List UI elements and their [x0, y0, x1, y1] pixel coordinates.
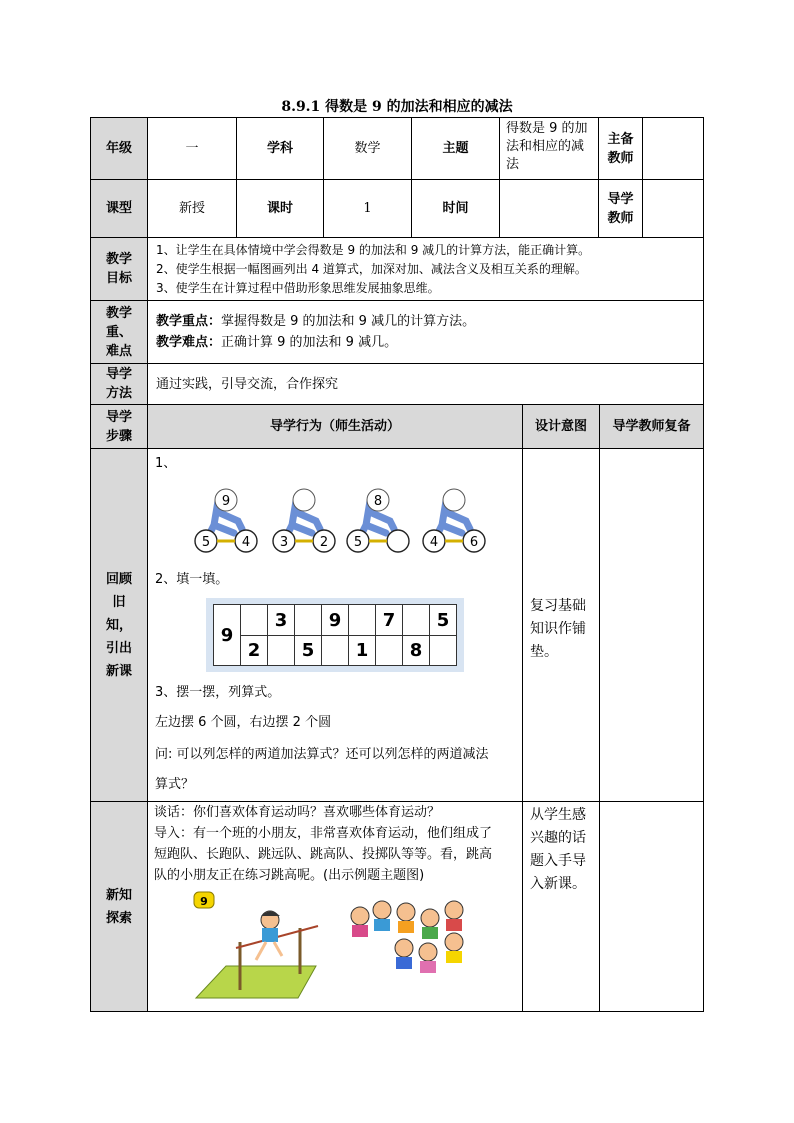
explore-label: 新知探索 — [90, 801, 148, 1012]
grid-cell: 2 — [240, 635, 268, 666]
time-value — [499, 179, 599, 238]
bike-right-number: 4 — [241, 535, 251, 550]
grid-cell — [321, 635, 349, 666]
explore-intent: 从学生感兴趣的话题入手导入新课。 — [522, 801, 600, 1012]
bike-rider — [347, 489, 409, 552]
review-item-3-question: 问: 可以列怎样的两道加法算式？还可以列怎样的两道减法 — [155, 747, 489, 762]
col-prep-header: 导学教师复备 — [599, 404, 704, 449]
bike-rider — [273, 489, 335, 552]
grid-first-cell: 9 — [213, 604, 241, 666]
grade-label: 年级 — [90, 117, 148, 180]
method-label: 导学方法 — [90, 363, 148, 405]
lesson-type-value: 新授 — [147, 179, 237, 238]
period-label: 课时 — [236, 179, 324, 238]
col-intent-header: 设计意图 — [522, 404, 600, 449]
keypoints-content — [147, 300, 704, 364]
goals-content — [147, 237, 704, 301]
lesson-type-label: 课型 — [90, 179, 148, 238]
subject-label: 学科 — [236, 117, 324, 180]
grid-cell — [402, 604, 430, 636]
explore-line: 短跑队、长跑队、跳远队、跳高队、投掷队等等。看，跳高 — [154, 847, 493, 862]
grid-cell: 7 — [375, 604, 403, 636]
goals-label: 教学目标 — [90, 237, 148, 301]
goal-item: 1、让学生在具体情境中学会得数是 9 的加法和 9 减几的计算方法，能正确计算。 — [156, 243, 591, 257]
guide-teacher-label: 导学教师 — [598, 179, 643, 238]
bike-left-number: 4 — [429, 535, 439, 550]
grid-cell — [348, 604, 376, 636]
topic-value: 得数是 9 的加法和相应的减法 — [499, 117, 599, 180]
bike-top-number: 8 — [373, 494, 383, 509]
goal-item: 3、使学生在计算过程中借助形象思维发展抽象思维。 — [156, 281, 440, 295]
grid-cell — [375, 635, 403, 666]
topic-label: 主题 — [411, 117, 500, 180]
time-label: 时间 — [411, 179, 500, 238]
steps-label: 导学步骤 — [90, 404, 148, 449]
bicycle-riders-illustration — [190, 485, 490, 557]
explore-line: 谈话：你们喜欢体育运动吗？喜欢哪些体育运动？ — [154, 805, 441, 820]
grid-cell — [240, 604, 268, 636]
key-text: 掌握得数是 9 的加法和 9 减几的计算方法。 — [221, 314, 476, 329]
lead-teacher-label: 主备教师 — [598, 117, 643, 180]
high-jump-illustration — [192, 890, 482, 1008]
review-prep — [599, 448, 704, 802]
bike-rider — [423, 489, 485, 552]
grid-cell: 8 — [402, 635, 430, 666]
review-item-2: 2、填一填。 — [155, 572, 229, 587]
bike-left-number: 5 — [201, 535, 211, 550]
bike-rider — [195, 489, 257, 552]
bike-left-number: 3 — [279, 535, 289, 550]
period-value: 1 — [323, 179, 412, 238]
grid-cell: 5 — [294, 635, 322, 666]
fill-in-grid — [206, 598, 464, 672]
key-label: 教学重点： — [156, 314, 222, 329]
bike-left-number: 5 — [353, 535, 363, 550]
col-activity-header: 导学行为（师生活动） — [147, 404, 523, 449]
review-item-3-desc: 左边摆 6 个圆，右边摆 2 个圆 — [155, 715, 332, 730]
grid-cell: 1 — [348, 635, 376, 666]
grid-cell — [294, 604, 322, 636]
bike-right-number: 6 — [469, 535, 479, 550]
grid-cell: 9 — [321, 604, 349, 636]
review-item-1: 1、 — [155, 456, 177, 471]
guide-teacher-value — [642, 179, 704, 238]
grid-cell: 3 — [267, 604, 295, 636]
keypoints-label: 教学重、难点 — [90, 300, 148, 364]
hard-label: 教学难点： — [156, 335, 222, 350]
children-group — [351, 901, 463, 973]
lead-teacher-value — [642, 117, 704, 180]
method-text: 通过实践，引导交流，合作探究 — [147, 363, 704, 405]
hard-text: 正确计算 9 的加法和 9 减几。 — [221, 335, 398, 350]
grid-cell: 5 — [429, 604, 457, 636]
review-item-3: 3、摆一摆，列算式。 — [155, 685, 281, 700]
explore-line: 导入：有一个班的小朋友，非常喜欢体育运动，他们组成了 — [154, 826, 493, 841]
example-badge: 9 — [200, 895, 208, 908]
grid-cell — [267, 635, 295, 666]
grid-cell — [429, 635, 457, 666]
grade-value: 一 — [147, 117, 237, 180]
bike-top-number: 9 — [221, 494, 231, 509]
review-item-3-question-cont: 算式？ — [155, 777, 195, 792]
bike-right-number: 2 — [319, 535, 329, 550]
document-title: 8.9.1 得数是 9 的加法和相应的减法 — [281, 99, 513, 115]
goal-item: 2、使学生根据一幅图画列出 4 道算式，加深对加、减法含义及相互关系的理解。 — [156, 262, 587, 276]
subject-value: 数学 — [323, 117, 412, 180]
explore-line: 队的小朋友正在练习跳高呢。(出示例题主题图) — [154, 868, 425, 883]
review-intent: 复习基础知识作铺垫。 — [522, 448, 600, 802]
explore-prep — [599, 801, 704, 1012]
review-label: 回顾旧知，引出新课 — [90, 448, 148, 802]
